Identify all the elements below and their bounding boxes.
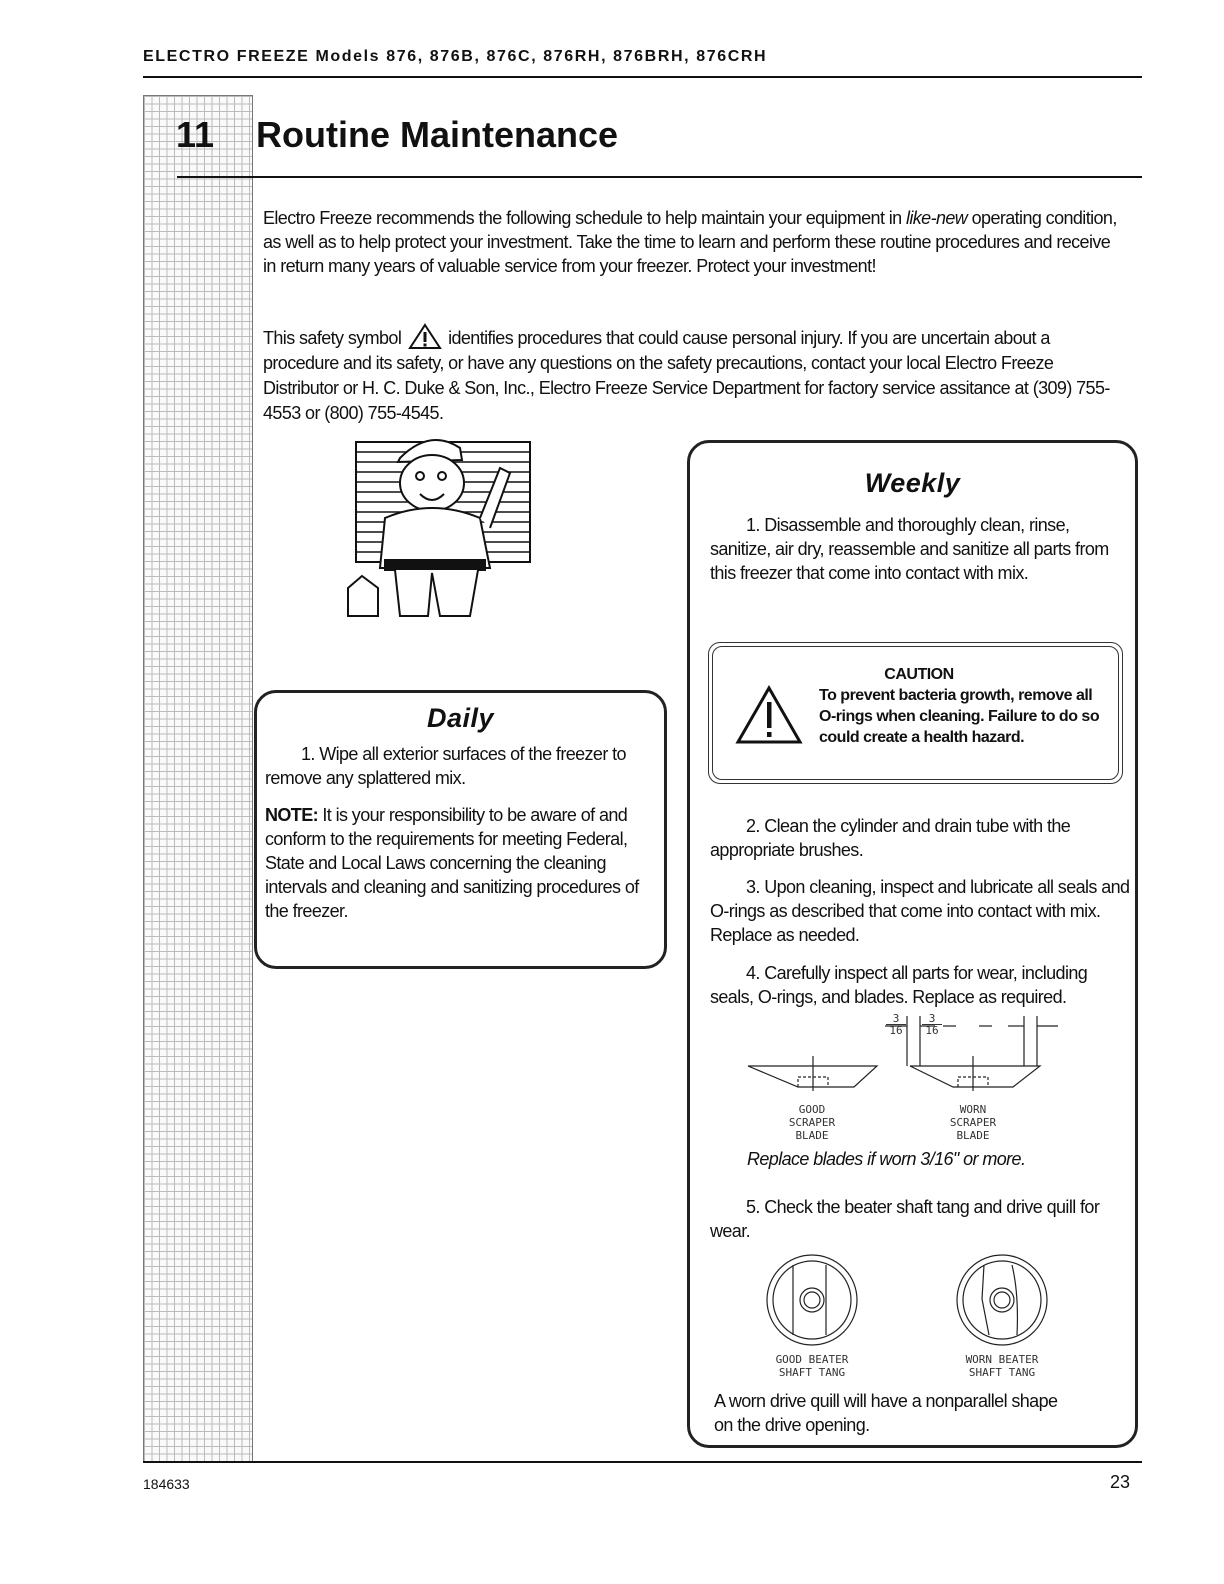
quill-note: A worn drive quill will have a nonparallel shape on the drive opening. — [714, 1391, 1058, 1435]
page-title: Routine Maintenance — [256, 114, 619, 155]
dimension-fraction-right: 3 16 — [922, 1013, 942, 1036]
weekly-item-3: 3. Upon cleaning, inspect and lubricate all seals and O-rings as described that come into contact with mix. Replace as needed. — [710, 877, 1130, 945]
good-tang-label: GOOD BEATER SHAFT TANG — [775, 1353, 849, 1379]
blade-caption: Replace blades if worn 3/16" or more. — [747, 1149, 1026, 1169]
worn-tang-label: WORN BEATER SHAFT TANG — [965, 1353, 1039, 1379]
daily-note: NOTE: It is your responsibility to be aware of and conform to the requirements for meeting Federal, State and Local Laws concerning the cleaning intervals and cleaning and sanitizing procedures of the freezer. — [265, 805, 639, 921]
worn-blade-label: WORN SCRAPER BLADE — [949, 1103, 997, 1142]
caution-box — [708, 642, 1123, 784]
daily-heading: Daily — [426, 703, 495, 733]
weekly-box — [687, 440, 1138, 1448]
safety-paragraph: This safety symbol identifies procedures that could cause personal injury. If you are uncertain about a procedure and its safety, or have any questions on the safety precautions, contact your local Electro Freeze Distributor or H. C. Duke & Son, Inc., Electro Freeze Service Department for factory service assitance at (309) 755-4553 or (800) 755-4545. — [263, 323, 1123, 426]
weekly-heading: Weekly — [864, 468, 961, 498]
mascot-illustration — [340, 428, 540, 623]
daily-item-1: 1. Wipe all exterior surfaces of the freezer to remove any splattered mix. — [265, 744, 626, 788]
intro-paragraph: Electro Freeze recommends the following schedule to help maintain your equipment in like-new operating condition, as well as to help protect your investment. Take the time to learn and perform these routine procedures and receive in return many years of valuable service from your freezer. Protect your investment! — [263, 208, 1117, 276]
caution-text: To prevent bacteria growth, remove all O-rings when cleaning. Failure to do so could create a health hazard. — [819, 687, 1100, 746]
weekly-item-4: 4. Carefully inspect all parts for wear, including seals, O-rings, and blades. Replace as required. — [710, 963, 1088, 1007]
weekly-item-5: 5. Check the beater shaft tang and drive quill for wear. — [710, 1197, 1100, 1241]
document-number: 184633 — [143, 1476, 190, 1492]
daily-box — [254, 690, 667, 969]
running-header: ELECTRO FREEZE Models 876, 876B, 876C, 876RH, 876BRH, 876CRH — [143, 48, 768, 65]
weekly-item-2: 2. Clean the cylinder and drain tube with the appropriate brushes. — [710, 816, 1071, 860]
header-rule — [143, 76, 1142, 78]
warning-triangle-icon — [408, 323, 442, 349]
grid-sidebar — [143, 95, 253, 1463]
weekly-item-1: 1. Disassemble and thoroughly clean, rinse, sanitize, air dry, reassemble and sanitize all parts from this freezer that come into contact with mix. — [710, 515, 1109, 583]
title-rule — [177, 176, 1142, 178]
page-number: 23 — [1110, 1472, 1131, 1492]
footer-rule — [143, 1461, 1142, 1463]
beater-shaft-tang-diagram — [764, 1254, 1064, 1349]
section-number: 11 — [176, 114, 215, 155]
warning-triangle-icon — [735, 685, 803, 745]
dimension-fraction-left: 3 16 — [886, 1013, 906, 1036]
caution-title: CAUTION — [884, 666, 954, 683]
good-blade-label: GOOD SCRAPER BLADE — [788, 1103, 836, 1142]
